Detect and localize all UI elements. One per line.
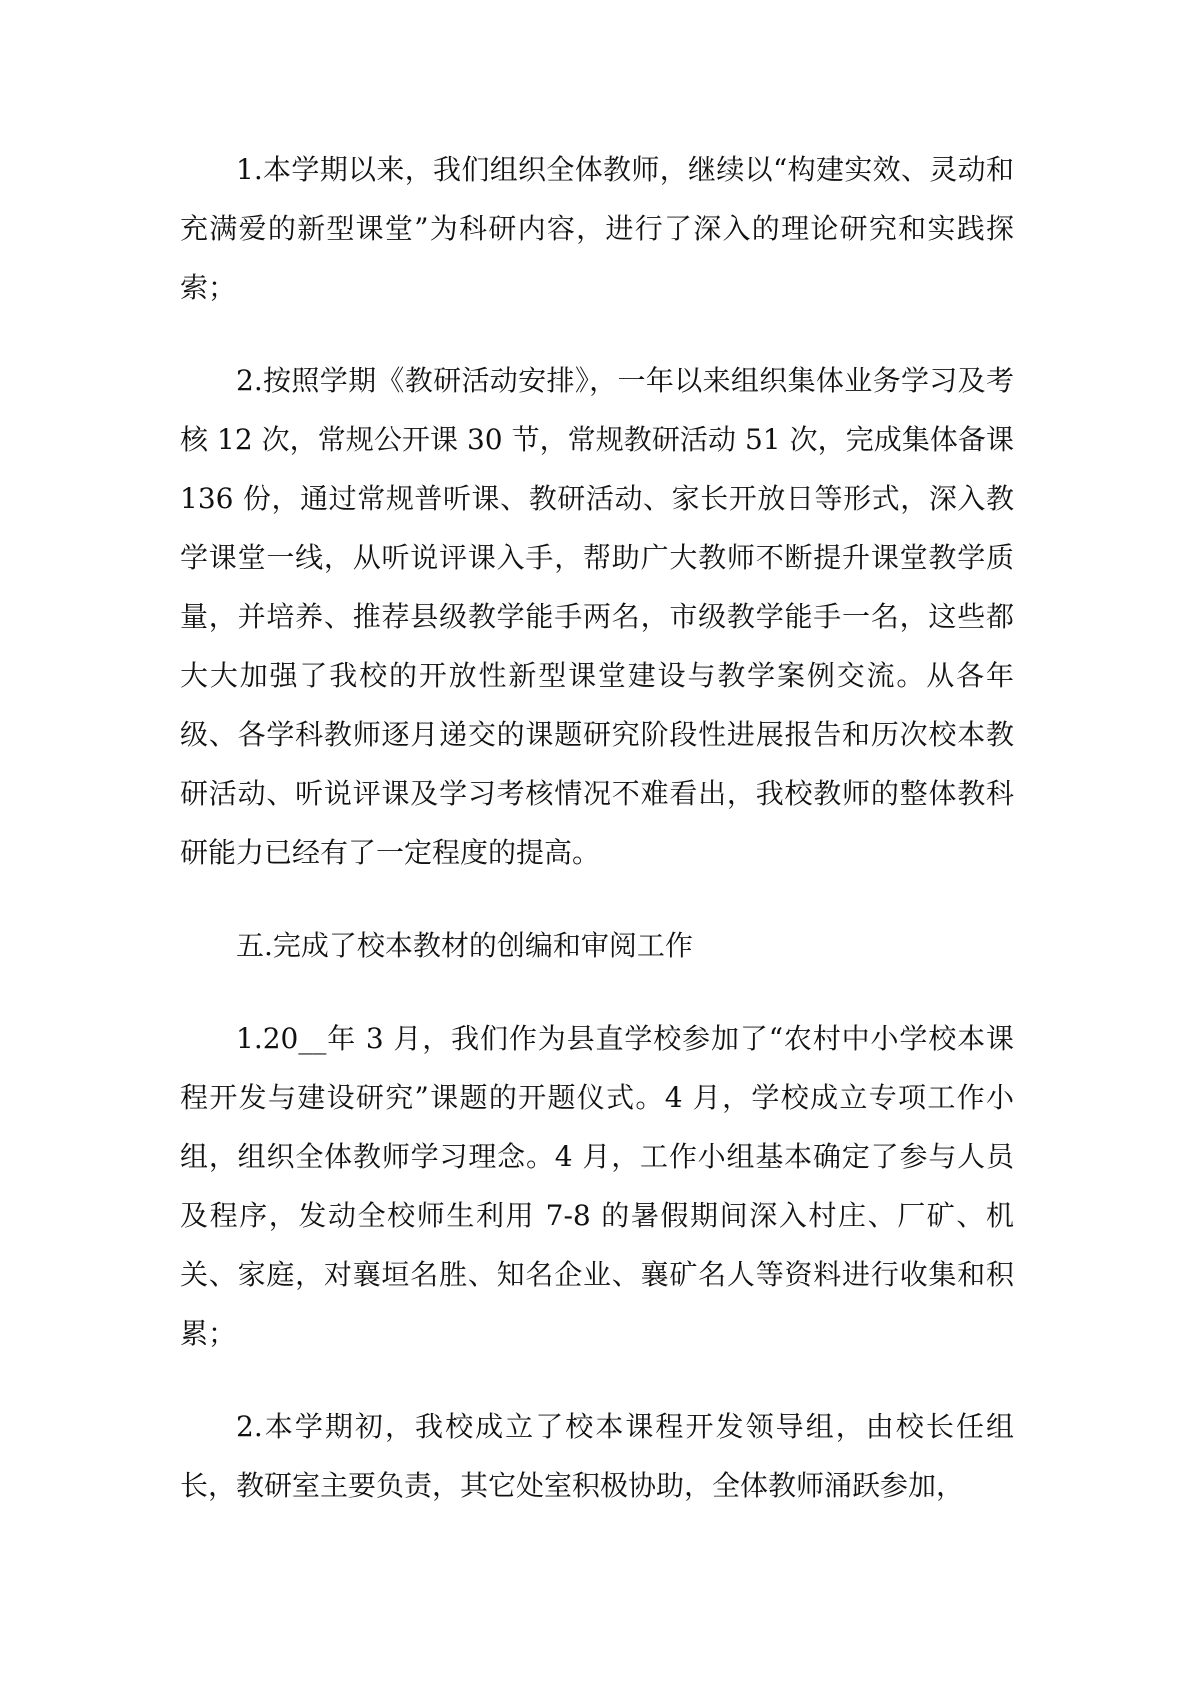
document-body (180, 140, 1014, 1549)
paragraph-research-content: 1.本学期以来，我们组织全体教师，继续以“构建实效、灵动和充满爱的新型课堂”为科研内容，进行了深入的理论研究和实践探索； (180, 153, 1014, 304)
paragraph-course-development: 1.20__年 3 月，我们作为县直学校参加了“农村中小学校本课程开发与建设研究”课题的开题仪式。4 月，学校成立专项工作小组，组织全体教师学习理念。4 月，工作小组基本确定了参与人员及程序，发动全校师生利用 7-8 的暑假期间深入村庄、厂矿、机关、家庭，对襄垣名胜、知名企业、襄矿名人等资料进行收集和积累； (180, 1022, 1014, 1350)
paragraph-teaching-activities: 2.按照学期《教研活动安排》，一年以来组织集体业务学习及考核 12 次，常规公开课 30 节，常规教研活动 51 次，完成集体备课 136 份，通过常规普听课、教研活动、家长开放日等形式，深入教学课堂一线，从听说评课入手，帮助广大教师不断提升课堂教学质量，并培养、推荐县级教学能手两名，市级教学能手一名，这些都大大加强了我校的开放性新型课堂建设与教学案例交流。从各年级、各学科教师逐月递交的课题研究阶段性进展报告和历次校本教研活动、听说评课及学习考核情况不难看出，我校教师的整体教科研能力已经有了一定程度的提高。 (180, 364, 1014, 869)
paragraph-leadership-group: 2.本学期初，我校成立了校本课程开发领导组，由校长任组长，教研室主要负责，其它处室积极协助，全体教师涌跃参加， (180, 1410, 1014, 1502)
section-heading-five: 五.完成了校本教材的创编和审阅工作 (236, 929, 693, 962)
